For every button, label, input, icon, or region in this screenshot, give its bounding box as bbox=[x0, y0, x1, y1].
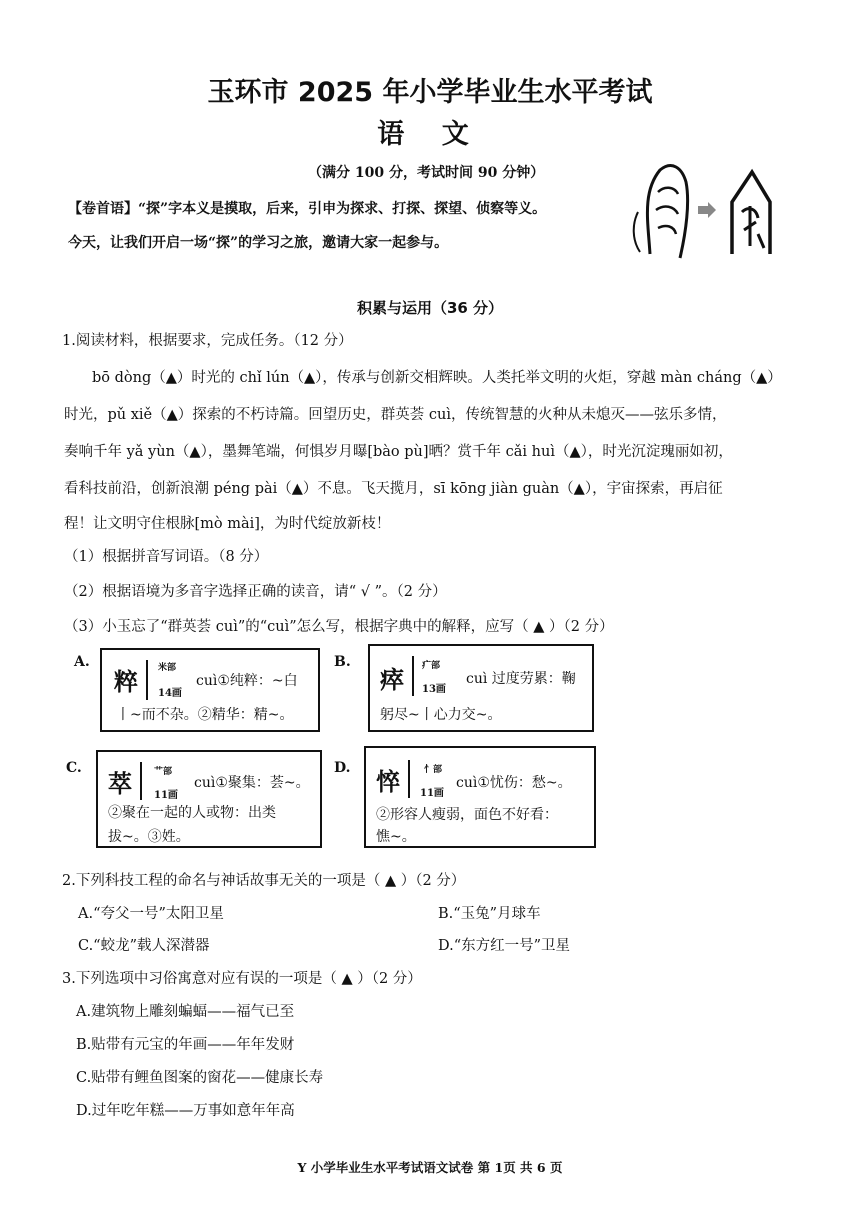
entry-a-divider bbox=[146, 660, 148, 700]
option-b-label: B. bbox=[334, 654, 351, 670]
entry-d-divider bbox=[408, 760, 410, 798]
q2-option-c[interactable]: C.“蛟龙”载人深潜器 bbox=[78, 938, 210, 954]
page-footer: Y 小学毕业生水平考试语文试卷 第 1页 共 6 页 bbox=[297, 1160, 563, 1175]
entry-c-radical: 艹部 bbox=[154, 767, 173, 777]
entry-a-def-line-2: 丨~而不杂。②精华：精~。 bbox=[116, 707, 294, 723]
hand-glyph-icon bbox=[620, 162, 790, 262]
entry-a-radical: 米部 bbox=[158, 663, 177, 673]
option-d-label: D. bbox=[334, 760, 351, 776]
q3-stem: 3.下列选项中习俗寓意对应有误的一项是（ ▲ ）（2 分） bbox=[62, 971, 422, 987]
entry-c-divider bbox=[140, 762, 142, 800]
entry-d-def-line-2: ②形容人瘦弱，面色不好看： bbox=[376, 807, 558, 823]
entry-b-strokes: 13画 bbox=[422, 684, 446, 695]
entry-d-def-line-3: 憔~。 bbox=[376, 829, 416, 845]
q3-option-b[interactable]: B.贴带有元宝的年画——年年发财 bbox=[76, 1037, 295, 1053]
q3-option-d[interactable]: D.过年吃年糕——万事如意年年高 bbox=[76, 1103, 295, 1119]
entry-d-strokes: 11画 bbox=[420, 788, 444, 799]
entry-c-def-line-2: ②聚在一起的人或物：出类 bbox=[108, 805, 276, 821]
entry-a-strokes: 14画 bbox=[158, 688, 182, 699]
entry-d-radical: 忄部 bbox=[424, 765, 443, 775]
option-c-label: C. bbox=[66, 760, 82, 776]
entry-c-def-line-1: cuì①聚集：荟~。 bbox=[194, 775, 310, 791]
q1-stem: 1.阅读材料，根据要求，完成任务。（12 分） bbox=[62, 333, 353, 349]
intro-line-2: 今天，让我们开启一场“探”的学习之旅，邀请大家一起参与。 bbox=[68, 235, 449, 251]
dictionary-entry-a[interactable] bbox=[100, 648, 320, 732]
q2-option-d[interactable]: D.“东方红一号”卫星 bbox=[438, 938, 571, 954]
entry-b-divider bbox=[412, 656, 414, 696]
entry-b-char: 瘁 bbox=[380, 665, 404, 694]
q1-passage-line-1: bō dòng（▲）时光的 chǐ lún（▲），传承与创新交相辉映。人类托举文明的火炬，穿越 màn cháng（▲） bbox=[92, 370, 782, 386]
q1-passage-line-3: 奏响千年 yǎ yùn（▲），墨舞笔端，何惧岁月曝[bào pù]晒？赏千年 cǎi huì（▲），时光沉淀瑰丽如初， bbox=[64, 444, 733, 460]
q1-passage-line-2: 时光，pǔ xiě（▲）探索的不朽诗篇。回望历史，群英荟 cuì，传统智慧的火种从未熄灭——弦乐多情， bbox=[64, 407, 727, 423]
q1-passage-line-5: 程！让文明守住根脉[mò mài]，为时代绽放新枝！ bbox=[64, 516, 391, 532]
entry-b-def-line-2: 躬尽~丨心力交~。 bbox=[380, 707, 502, 723]
q2-stem: 2.下列科技工程的命名与神话故事无关的一项是（ ▲ ）（2 分） bbox=[62, 873, 466, 889]
entry-d-def-line-1: cuì①忧伤：愁~。 bbox=[456, 775, 572, 791]
dictionary-entry-c[interactable] bbox=[96, 750, 322, 848]
q2-option-a[interactable]: A.“夸父一号”太阳卫星 bbox=[78, 906, 224, 922]
entry-c-char: 萃 bbox=[108, 769, 132, 798]
entry-b-radical: 疒部 bbox=[422, 661, 441, 671]
score-note: （满分 100 分，考试时间 90 分钟） bbox=[308, 165, 545, 181]
dictionary-entry-d[interactable] bbox=[364, 746, 596, 848]
intro-line-1: 【卷首语】“探”字本义是摸取，后来，引申为探求、打探、探望、侦察等义。 bbox=[68, 201, 547, 217]
entry-d-char: 悴 bbox=[376, 767, 400, 796]
q1-sub-2: （2）根据语境为多音字选择正确的读音，请“ √ ”。（2 分） bbox=[64, 584, 447, 600]
entry-a-def-line-1: cuì①纯粹：~白 bbox=[196, 673, 298, 689]
q1-sub-3: （3）小玉忘了“群英荟 cuì”的“cuì”怎么写，根据字典中的解释，应写（ ▲ ）（2 分） bbox=[64, 619, 614, 635]
entry-c-strokes: 11画 bbox=[154, 790, 178, 801]
q1-sub-1: （1）根据拼音写词语。（8 分） bbox=[64, 549, 269, 565]
dictionary-entry-b[interactable] bbox=[368, 644, 594, 732]
entry-a-char: 粹 bbox=[114, 667, 138, 696]
entry-c-def-line-3: 拔~。③姓。 bbox=[108, 829, 190, 845]
option-a-label: A. bbox=[74, 654, 90, 670]
q3-option-a[interactable]: A.建筑物上雕刻蝙蝠——福气已至 bbox=[76, 1004, 295, 1020]
section-title: 积累与运用（36 分） bbox=[356, 299, 504, 317]
q1-passage-line-4: 看科技前沿，创新浪潮 péng pài（▲）不息。飞天揽月，sī kōng jiàn guàn（▲），宇宙探索，再启征 bbox=[64, 481, 723, 497]
q3-option-c[interactable]: C.贴带有鲤鱼图案的窗花——健康长寿 bbox=[76, 1070, 324, 1086]
subject-title: 语 文 bbox=[377, 119, 483, 150]
entry-b-def-line-1: cuì 过度劳累：鞠 bbox=[466, 671, 576, 687]
exam-title: 玉环市 2025 年小学毕业生水平考试 bbox=[207, 77, 653, 108]
q2-option-b[interactable]: B.“玉兔”月球车 bbox=[438, 906, 541, 922]
